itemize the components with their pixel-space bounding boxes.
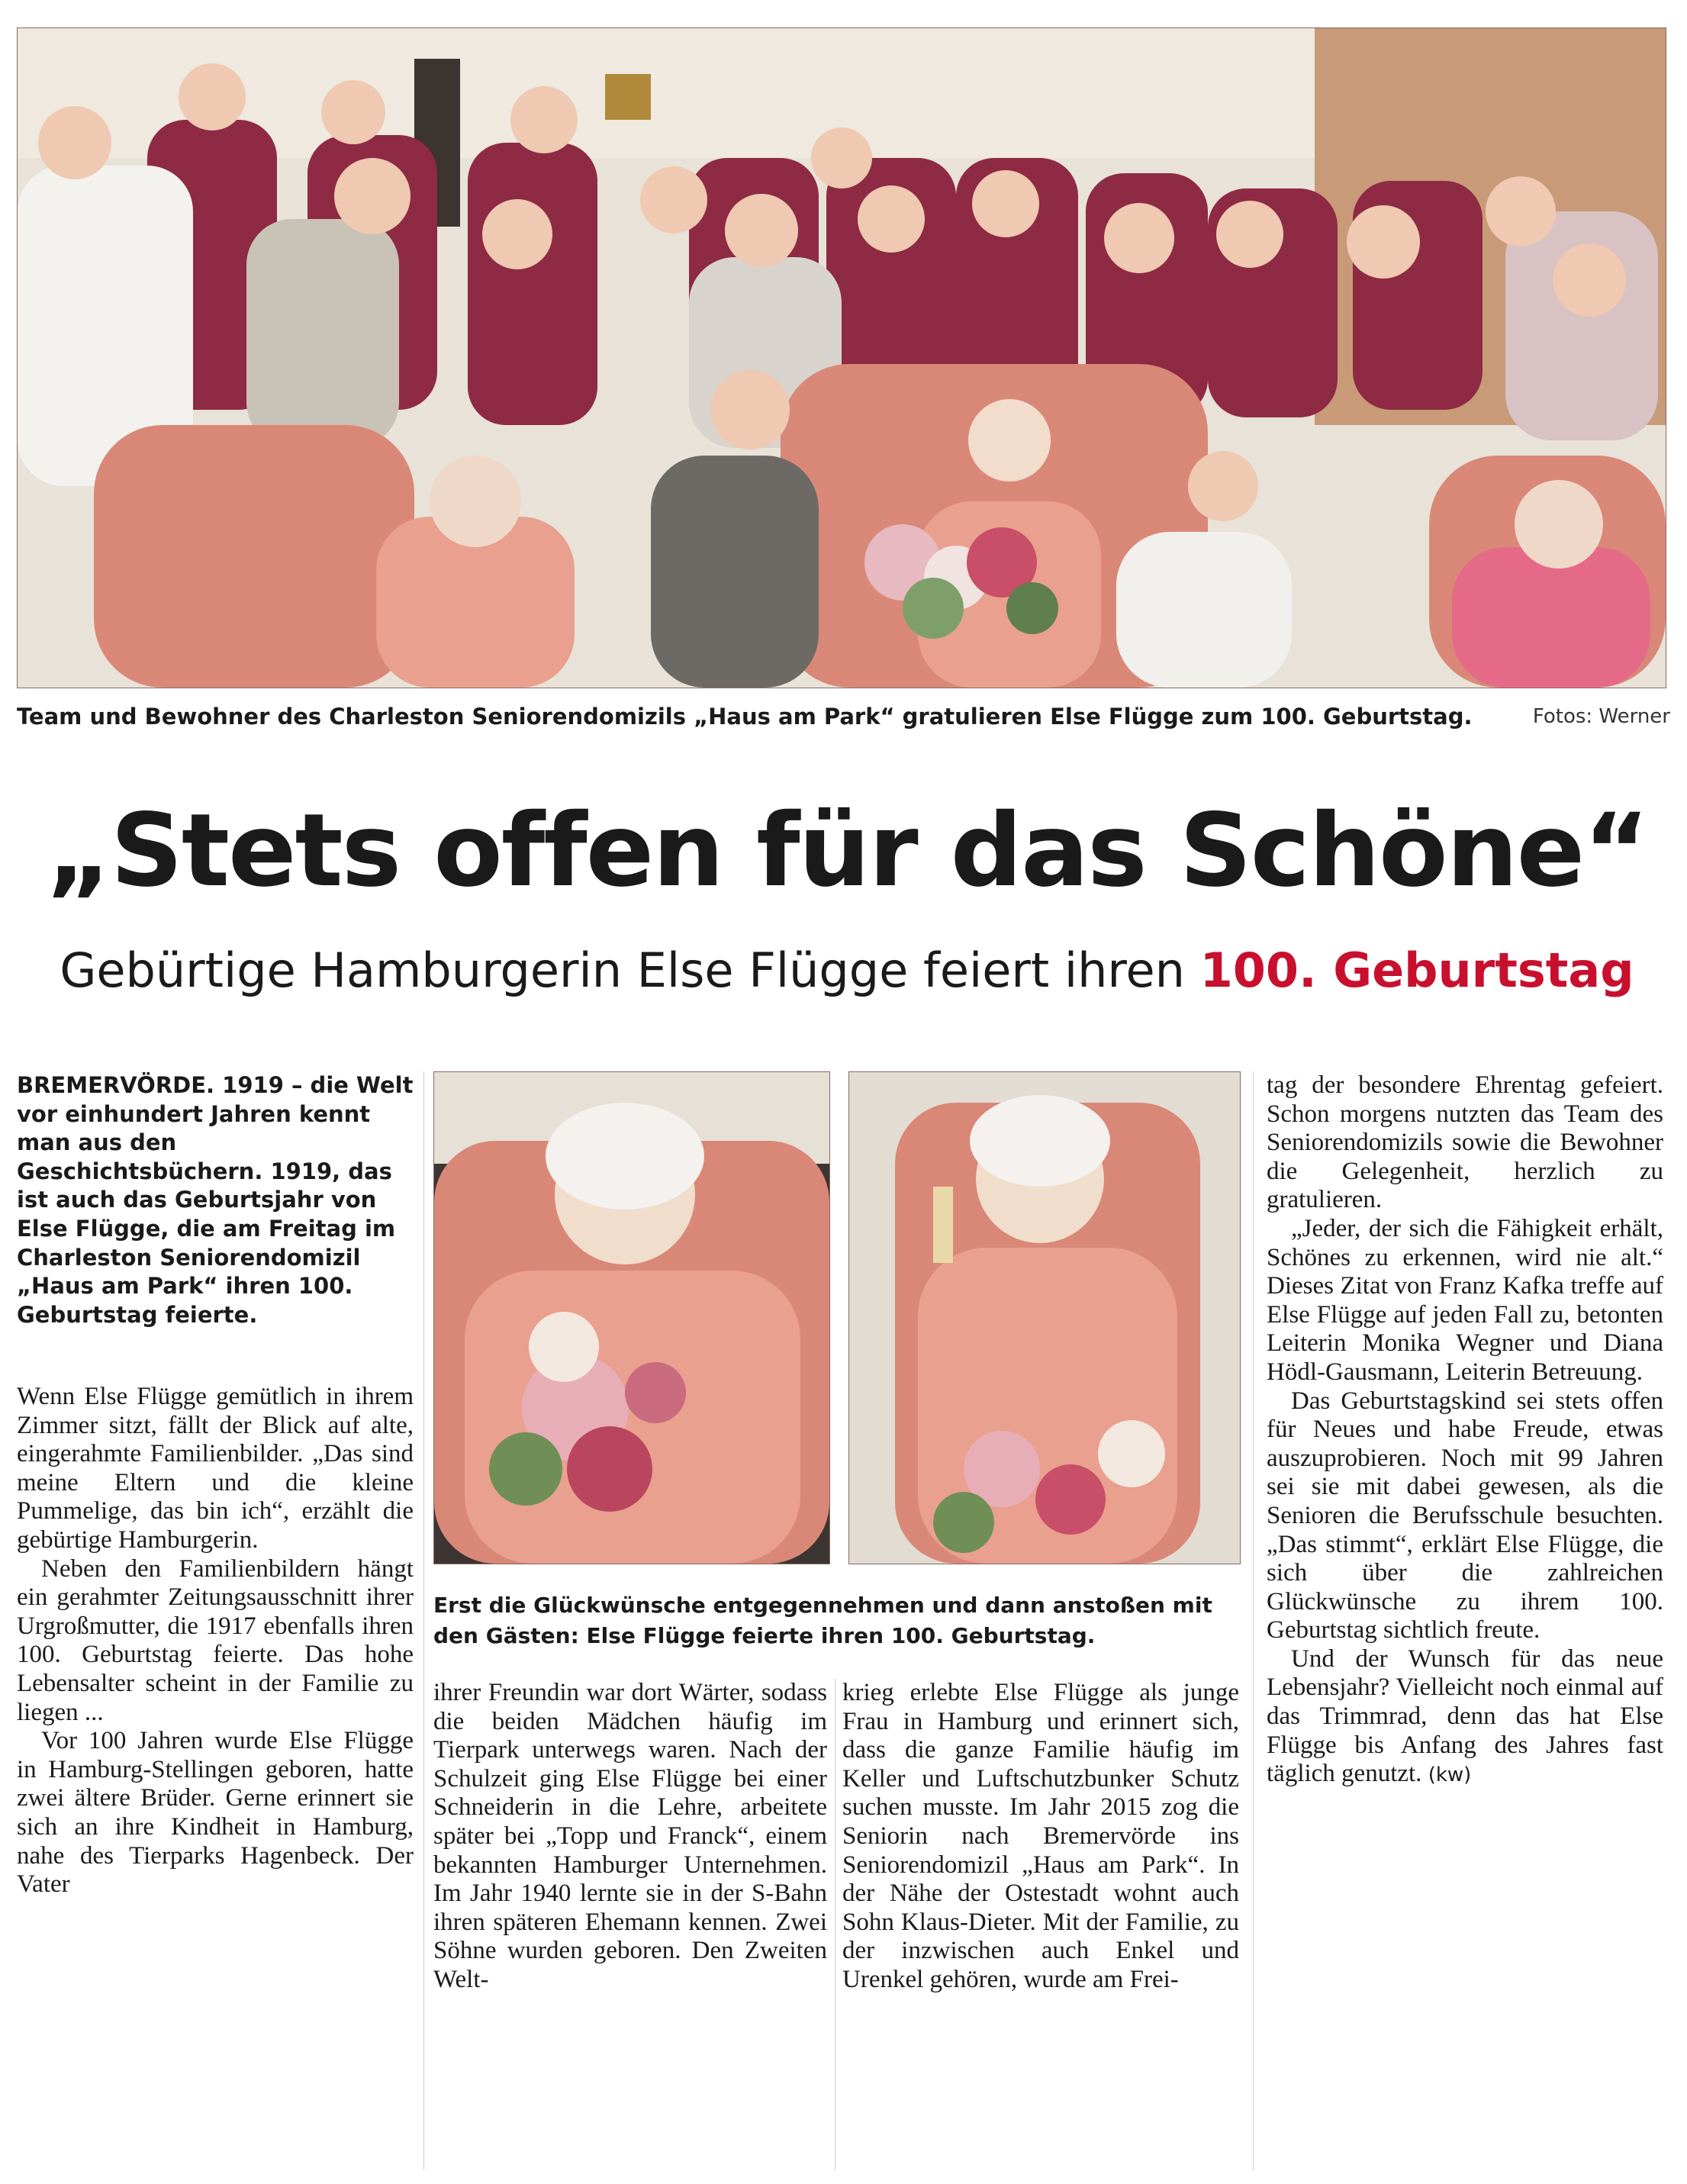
lead-paragraph: BREMERVÖRDE. 1919 – die Welt vor einhundert Jahren kennt man aus den Geschichtsbüchern. 1919, das ist auch das Geburtsjahr von Else Flügge, die am Freitag im Charleston Seniorendomizil „Haus am Park“ ihren 100. Geburtstag feierte. (17, 1072, 414, 1328)
subheadline-text: Gebürtige Hamburgerin Else Flügge feiert ihren (60, 942, 1185, 998)
article-paragraph: tag der besondere Ehrentag gefeiert. Schon morgens nutzten das Team des Seniorendomizils sowie die Bewohner die Gelegenheit, herzlich zu gratulieren. (1267, 1071, 1663, 1214)
group-photo-caption: Team und Bewohner des Charleston Seniorendomizils „Haus am Park“ gratulieren Else Flügge zum 100. Geburtstag. (17, 704, 1473, 730)
article-column-2 (433, 1679, 827, 1995)
headline: „Stets offen für das Schöne“ (46, 792, 1648, 910)
group-photo-illustration (18, 28, 1666, 688)
column-divider (423, 1071, 424, 2170)
article-paragraph (1267, 1645, 1663, 1790)
article-column-4 (1267, 1071, 1663, 1790)
article-paragraph: Wenn Else Flügge gemütlich in ihrem Zimmer sitzt, fällt der Blick auf alte, eingerahmte Familienbilder. „Das sind meine Eltern und die kleine Pummelige, das bin ich“, erzählt die gebürtige Hamburgerin. (17, 1383, 414, 1554)
article-paragraph: „Jeder, der sich die Fähigkeit erhält, Schönes zu erkennen, wird nie alt.“ Dieses Zitat von Franz Kafka treffe auf Else Flügge auf jeden Fall zu, betonten Leiterin Monika Wegner und Diana Hödl-Gausmann, Leiterin Betreuung. (1267, 1214, 1663, 1386)
group-photo (17, 27, 1666, 688)
subheadline (31, 940, 1663, 1001)
article-paragraph: krieg erlebte Else Flügge als junge Frau in Hamburg und erinnert sich, dass die ganze Familie häufig im Keller und Luftschutzbunker Schutz suchen musste. Im Jahr 2015 zog die Seniorin nach Bremervörde ins Seniorendomizil „Haus am Park“. In der Nähe der Ostestadt wohnt auch Sohn Klaus-Dieter. Mit der Familie, zu der inzwischen auch Enkel und Urenkel gehören, wurde am Frei- (842, 1679, 1239, 1993)
photo-credit: Fotos: Werner (1532, 705, 1670, 728)
portrait-photo-flowers (433, 1071, 830, 1564)
article-paragraph: Das Geburtstagskind sei stets offen für Neues und habe Freude, etwas auszuprobieren. Noch mit 99 Jahren sei sie mit dabei gewesen, als die Senioren die Berufsschule besuchten. „Das stimmt“, erklärt Else Flügge, die sich über die zahlreichen Glückwünsche zu ihrem 100. Geburtstag sichtlich freute. (1267, 1387, 1663, 1644)
portrait-photo-toast (848, 1071, 1241, 1564)
portrait-photo-flowers-illustration (434, 1072, 829, 1564)
column-divider (1253, 1071, 1254, 2170)
article-column-1 (17, 1383, 414, 1899)
article-paragraph: Neben den Familienbildern hängt ein gerahmter Zeitungsausschnitt ihrer Urgroßmutter, die 1917 ebenfalls ihren 100. Geburtstag feierte. Das hohe Lebensalter scheint in der Familie zu liegen ... (17, 1554, 414, 1726)
article-paragraph-text: Und der Wunsch für das neue Lebensjahr? Vielleicht noch einmal auf das Trimmrad, denn das hat Else Flügge bis Anfang des Jahres fast täglich genutzt. (1267, 1644, 1663, 1788)
article-paragraph: ihrer Freundin war dort Wärter, sodass die beiden Mädchen häufig im Tierpark unterwegs waren. Nach der Schulzeit ging Else Flügge bei einer Schneiderin in die Lehre, arbeitete später bei „Topp und Franck“, einem bekannten Hamburger Unternehmen. Im Jahr 1940 lernte sie in der S-Bahn ihren späteren Ehemann kennen. Zwei Söhne wurden geboren. Den Zweiten Welt- (433, 1679, 827, 1993)
article-column-3 (842, 1679, 1239, 1995)
article-paragraph: Vor 100 Jahren wurde Else Flügge in Hamburg-Stellingen geboren, hatte zwei ältere Brüder. Gerne erinnert sie sich an ihre Kindheit in Hamburg, nahe des Tierparks Hagenbeck. Der Vater (17, 1727, 414, 1899)
author-initials: (kw) (1428, 1764, 1472, 1787)
portrait-photos-caption: Erst die Glückwünsche entgegennehmen und dann anstoßen mit den Gästen: Else Flügge feierte ihren 100. Geburtstag. (433, 1593, 1212, 1648)
portrait-photo-toast-illustration (849, 1072, 1240, 1564)
subheadline-accent: 100. Geburtstag (1199, 942, 1634, 998)
